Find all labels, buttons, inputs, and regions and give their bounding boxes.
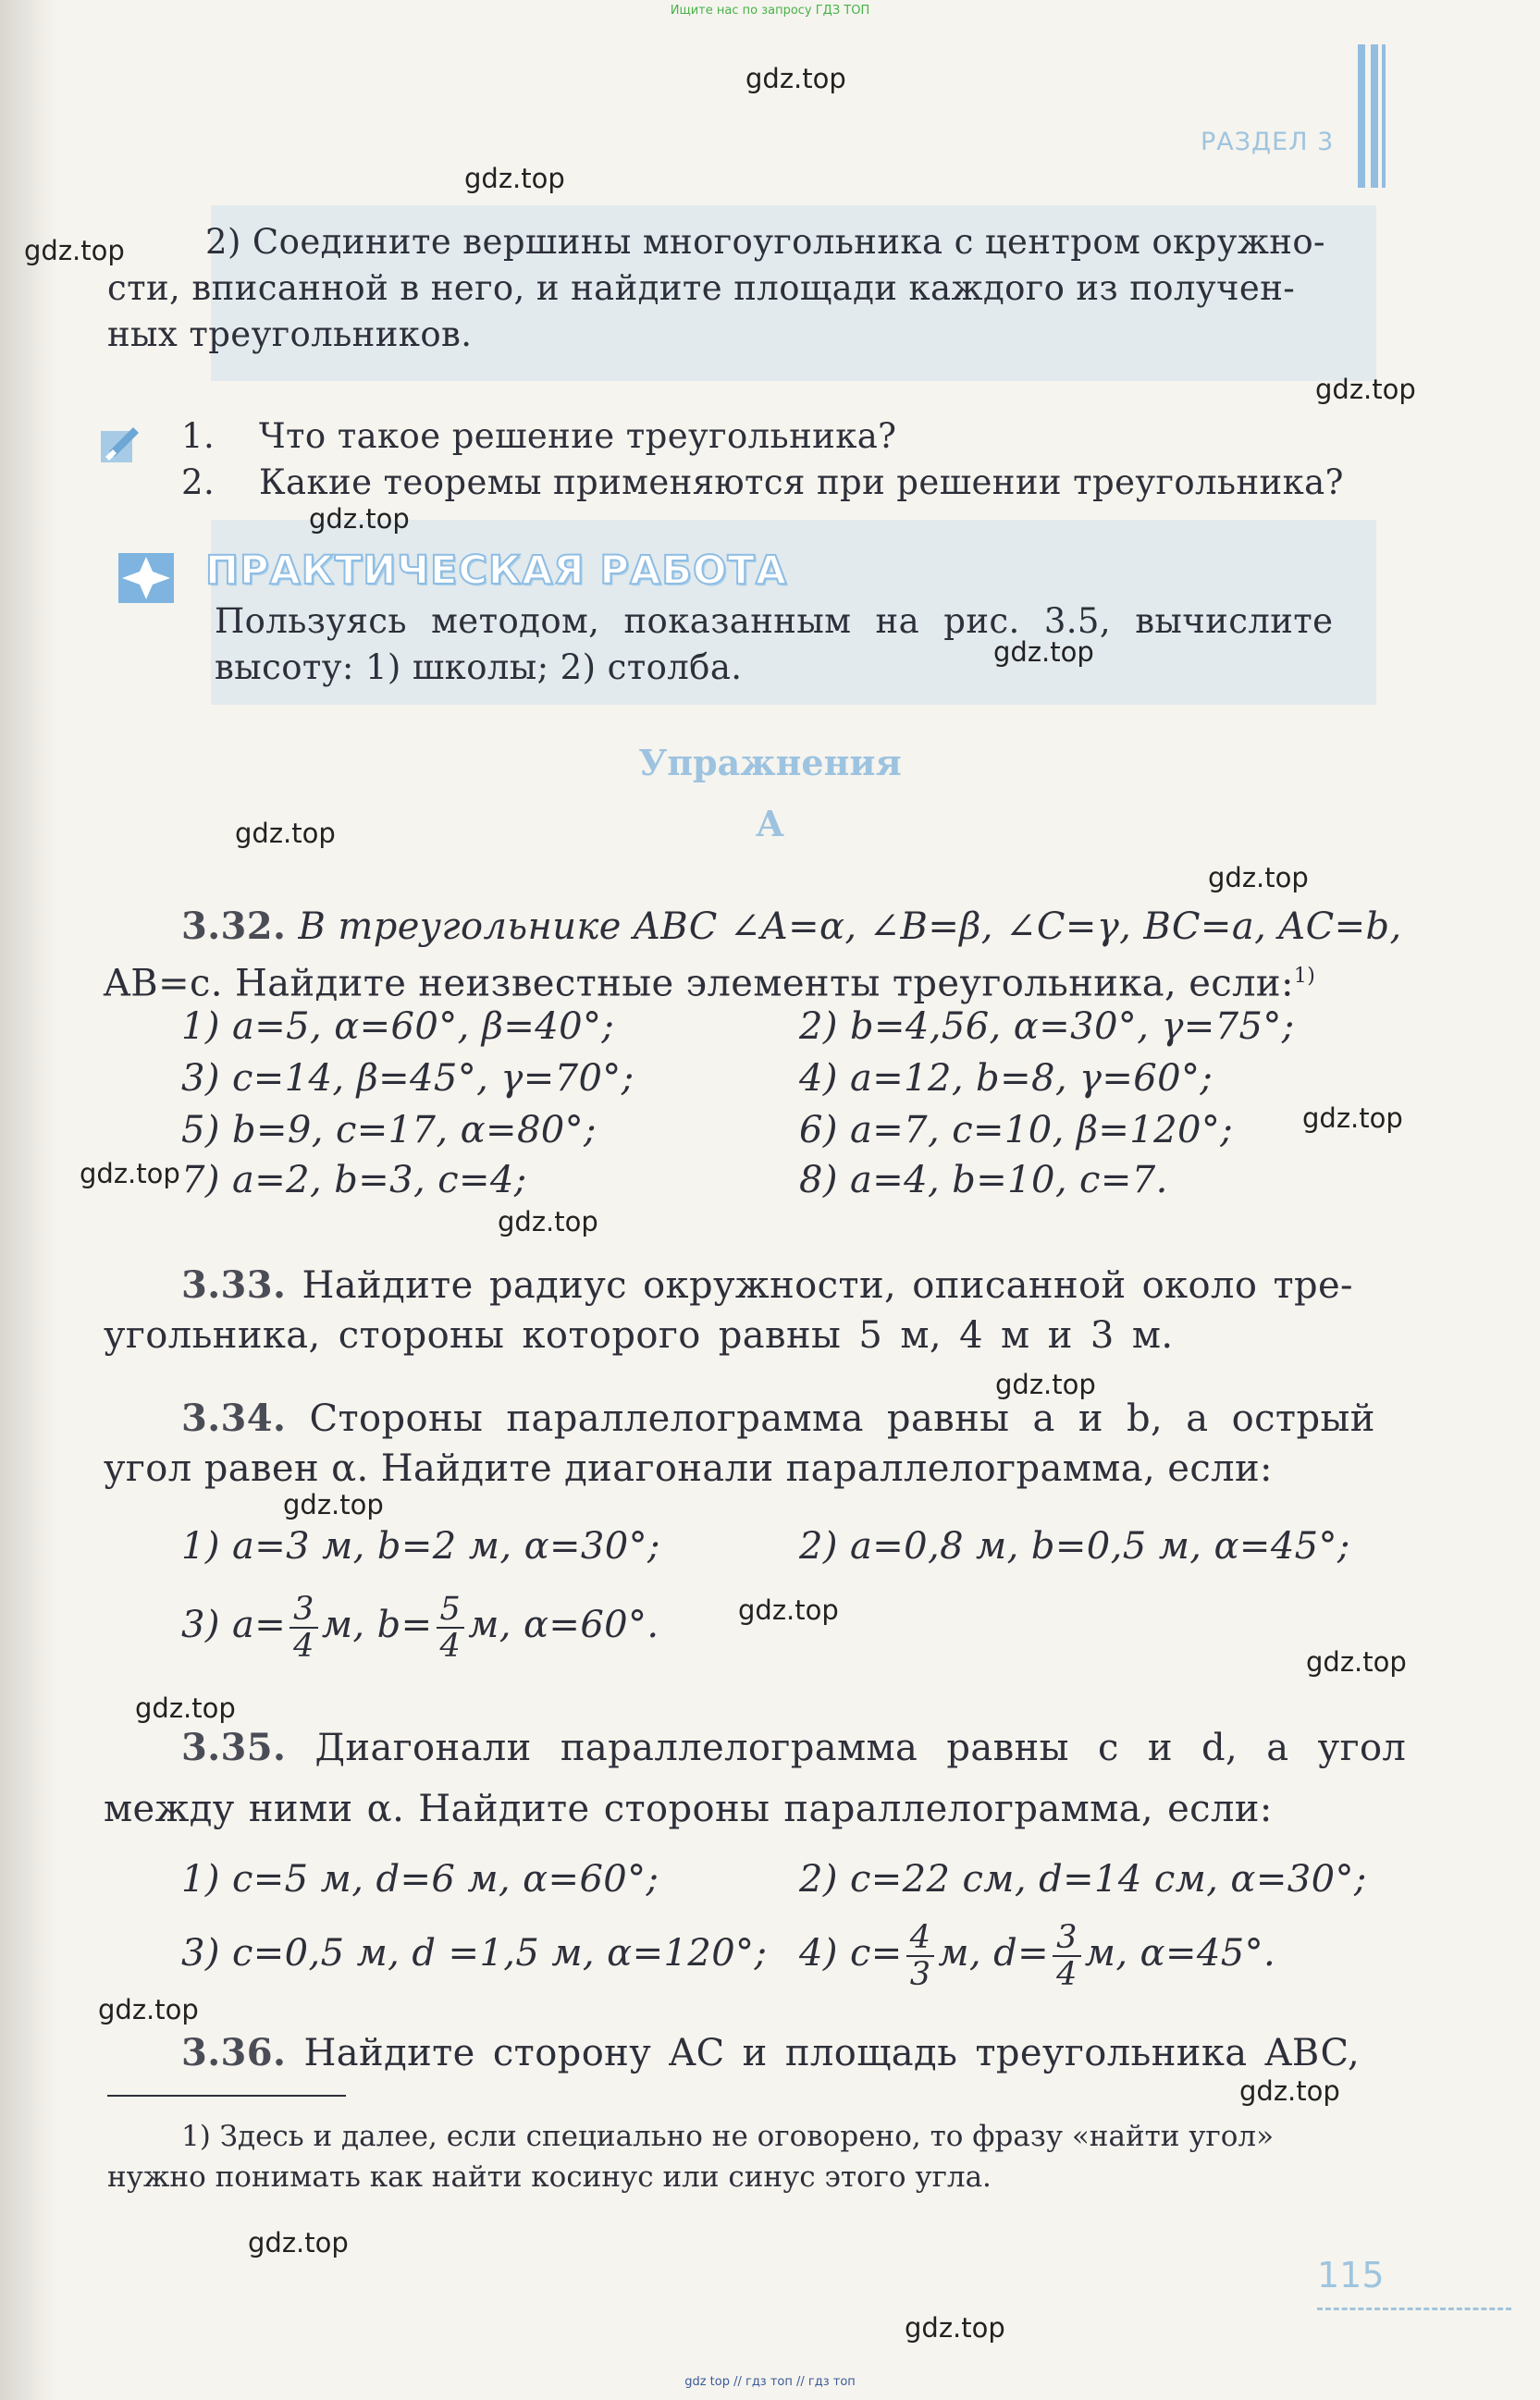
fraction (437, 1592, 465, 1664)
question-icon (100, 424, 142, 464)
item-text: м, d= (938, 1932, 1050, 1975)
exercise-item: 2) a=0,8 м, b=0,5 м, α=45°; (799, 1525, 1350, 1568)
item-text: 4) c= (799, 1932, 903, 1975)
footnote-line: 1) Здесь и далее, если специально не оговорено, то фразу «найти угол» (181, 2120, 1275, 2153)
item-text: м, b= (321, 1604, 433, 1646)
watermark: gdz.top (80, 1158, 180, 1189)
exercise-text: Диагонали параллелограмма равны c и d, а угол (286, 1727, 1407, 1769)
page-number: 115 (1317, 2255, 1385, 2295)
page-edge-shadow (0, 0, 55, 2400)
exercise-item-fraction (799, 1909, 1275, 1998)
watermark: gdz.top (135, 1692, 236, 1724)
exercise-item: 4) a=12, b=8, γ=60°; (799, 1057, 1214, 1100)
watermark: gdz.top (283, 1489, 384, 1520)
fraction-numerator: 3 (1053, 1920, 1081, 1957)
exercise-number: 3.36. (181, 2031, 287, 2074)
task-line: ных треугольников. (107, 314, 473, 354)
watermark: gdz.top (464, 163, 565, 194)
exercise-number: 3.32. (181, 905, 287, 948)
watermark: gdz.top (498, 1206, 598, 1237)
exercise-item: 5) b=9, c=17, α=80°; (181, 1109, 597, 1151)
item-text: 3) a= (181, 1604, 287, 1646)
exercise-item: 1) c=5 м, d=6 м, α=60°; (181, 1858, 659, 1901)
exercise-text: AB=c. Найдите неизвестные элементы треугольника, если: (104, 962, 1294, 1005)
exercise-332-line (181, 903, 1402, 951)
practice-title: ПРАКТИЧЕСКАЯ РАБОТА (205, 548, 788, 594)
footnote-line: нужно понимать как найти косинус или синус этого угла. (107, 2160, 992, 2194)
question-number: 1. (181, 416, 216, 456)
exercise-text: Найдите радиус окружности, описанной около тре- (286, 1264, 1353, 1307)
watermark: gdz.top (995, 1369, 1096, 1400)
watermark: gdz.top (248, 2227, 349, 2258)
item-text: м, α=45°. (1084, 1932, 1276, 1975)
exercise-text: В треугольнике ABC ∠A=α, ∠B=β, ∠C=γ, BC=a, AC=b, (286, 905, 1402, 948)
exercise-item: 6) a=7, c=10, β=120°; (799, 1109, 1234, 1151)
fraction-denominator: 4 (1056, 1956, 1078, 1993)
fraction-numerator: 5 (437, 1592, 465, 1629)
exercise-335-line (181, 1724, 1406, 1772)
exercise-item: 1) a=5, α=60°, β=40°; (181, 1005, 615, 1048)
fraction (906, 1920, 935, 1992)
footnote-rule (107, 2095, 346, 2097)
fraction-numerator: 4 (906, 1920, 935, 1957)
exercise-item-fraction (181, 1583, 659, 1667)
watermark: gdz.top (24, 235, 125, 266)
fraction-denominator: 4 (293, 1628, 314, 1665)
bottom-note: gdz top // гдз топ // гдз топ (684, 2375, 856, 2389)
watermark: gdz.top (993, 636, 1094, 668)
watermark: gdz.top (1239, 2075, 1340, 2107)
watermark: gdz.top (905, 2312, 1005, 2344)
fraction-denominator: 3 (909, 1956, 931, 1993)
watermark: gdz.top (1306, 1646, 1407, 1678)
exercise-item: 7) a=2, b=3, c=4; (181, 1159, 527, 1201)
watermark: gdz.top (738, 1594, 839, 1626)
practice-line: Пользуясь методом, показанным на рис. 3.5, вычислите (215, 601, 1334, 641)
practice-star-icon (117, 551, 176, 605)
exercise-text: Найдите сторону AC и площадь треугольника ABC, (286, 2032, 1361, 2074)
exercise-item: 1) a=3 м, b=2 м, α=30°; (181, 1525, 660, 1568)
watermark: gdz.top (235, 818, 336, 849)
exercises-heading: Упражнения (638, 742, 902, 783)
question-text: Какие теоремы применяются при решении треугольника? (259, 462, 1344, 502)
exercise-332-line (104, 953, 1315, 1007)
fraction-denominator: 4 (439, 1628, 462, 1665)
item-text: м, α=60°. (468, 1604, 659, 1646)
exercise-item: 2) b=4,56, α=30°, γ=75°; (799, 1005, 1295, 1048)
exercise-number: 3.35. (181, 1726, 287, 1769)
fraction (1053, 1920, 1081, 1992)
exercise-text: угол равен α. Найдите диагонали параллелограмма, если: (104, 1447, 1273, 1490)
exercise-number: 3.34. (181, 1397, 287, 1440)
page-number-dash-line (1317, 2308, 1511, 2310)
exercise-item: 2) c=22 см, d=14 см, α=30°; (799, 1858, 1367, 1901)
exercise-text: угольника, стороны которого равны 5 м, 4 м и 3 м. (104, 1314, 1174, 1357)
exercise-number: 3.33. (181, 1263, 287, 1307)
task-line: 2) Соедините вершины многоугольника с центром окружно- (205, 222, 1325, 262)
watermark: gdz.top (309, 503, 410, 535)
watermark: gdz.top (1315, 374, 1416, 405)
watermark: gdz.top (1302, 1102, 1403, 1134)
watermark: gdz.top (745, 63, 846, 94)
exercise-334-line (181, 1395, 1375, 1443)
fraction-numerator: 3 (290, 1592, 318, 1629)
top-note: Ищите нас по запросу ГДЗ ТОП (670, 4, 870, 18)
fraction (290, 1592, 318, 1664)
task-line: сти, вписанной в него, и найдите площади каждого из получен- (107, 268, 1296, 308)
level-heading: А (756, 803, 784, 844)
exercise-text: Стороны параллелограмма равны a и b, а острый (286, 1397, 1375, 1440)
exercise-333-line (181, 1262, 1353, 1310)
watermark: gdz.top (1208, 862, 1309, 893)
question-text: Что такое решение треугольника? (259, 416, 897, 456)
exercise-336-line (181, 2029, 1360, 2077)
watermark: gdz.top (98, 1994, 199, 2025)
question-number: 2. (181, 462, 216, 502)
practice-line: высоту: 1) школы; 2) столба. (215, 647, 743, 687)
exercise-item: 3) c=14, β=45°, γ=70°; (181, 1057, 634, 1100)
exercise-item: 3) c=0,5 м, d =1,5 м, α=120°; (181, 1932, 768, 1975)
exercise-item: 8) a=4, b=10, c=7. (799, 1159, 1168, 1201)
footnote-marker: 1) (1293, 965, 1316, 988)
exercise-text: между ними α. Найдите стороны параллелограмма, если: (104, 1788, 1273, 1830)
section-label: РАЗДЕЛ 3 (1201, 128, 1335, 156)
